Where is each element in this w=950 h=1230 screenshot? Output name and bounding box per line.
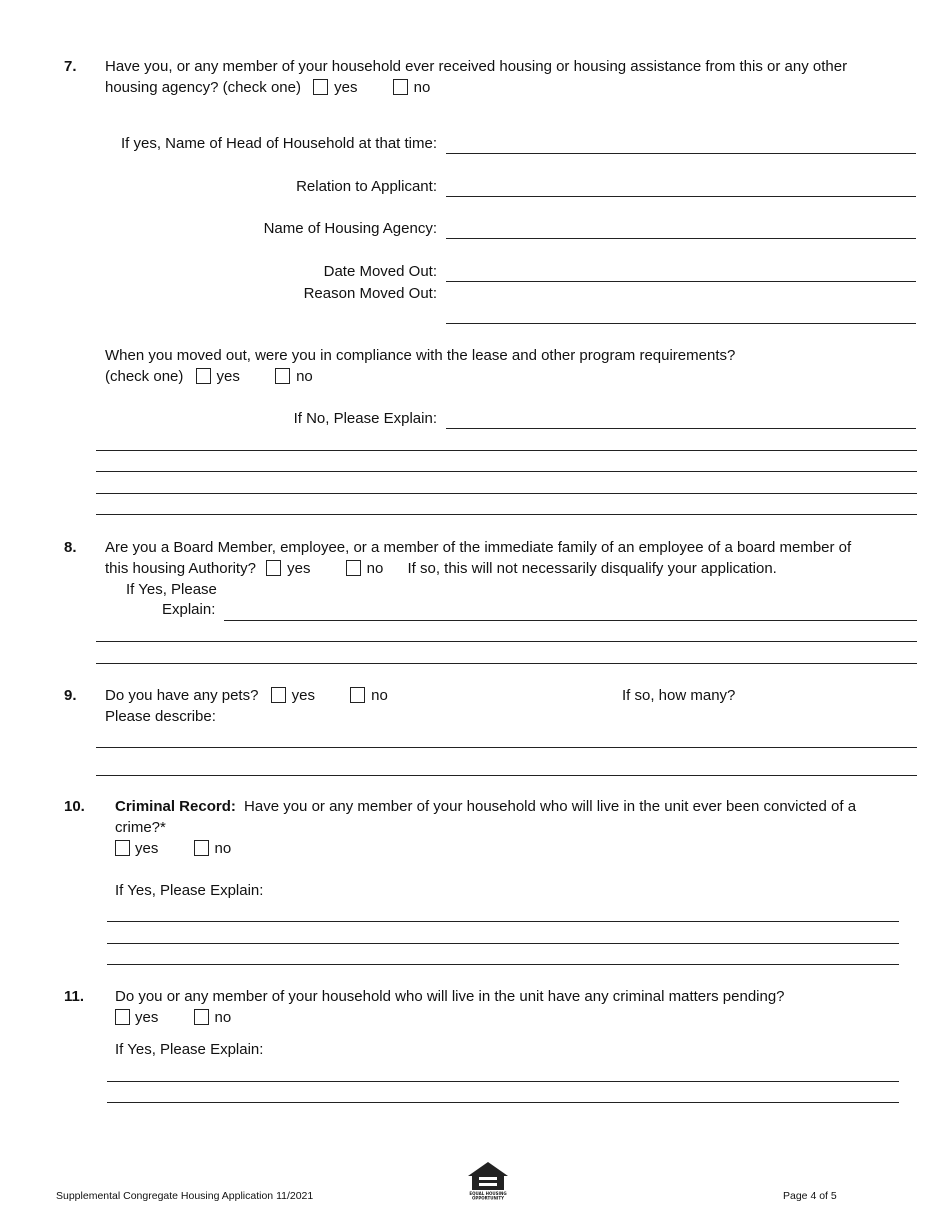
q10-explain-line[interactable] (107, 921, 899, 922)
q10-explain-line[interactable] (107, 943, 899, 944)
q10-explain-line[interactable] (107, 964, 899, 965)
equal-housing-icon (466, 1160, 510, 1200)
q9-number: 9. (64, 687, 77, 704)
q10-number: 10. (64, 798, 85, 815)
q10-title: Criminal Record: (115, 798, 236, 815)
q8-explain-line[interactable] (96, 663, 917, 664)
q7-explain-line[interactable] (96, 450, 917, 451)
q7-compliance-yes-checkbox[interactable] (196, 368, 211, 384)
q9-describe-label: Please describe: (105, 708, 216, 725)
q7-no-checkbox[interactable] (393, 79, 408, 95)
q8-note: If so, this will not necessarily disqualify your application. (407, 560, 777, 577)
q11-options (115, 1009, 231, 1027)
q10-no-checkbox[interactable] (194, 840, 209, 856)
q10-question-line2: crime?* (115, 819, 166, 836)
q8-number: 8. (64, 539, 77, 556)
q7-number: 7. (64, 58, 77, 75)
q7-head-of-household-label: If yes, Name of Head of Household at that time: (121, 135, 437, 152)
q7-housing-agency-field[interactable] (446, 238, 916, 239)
q8-yes-checkbox[interactable] (266, 560, 281, 576)
q8-explain-field[interactable] (224, 620, 917, 621)
q7-yes-checkbox[interactable] (313, 79, 328, 95)
q7-compliance-no-checkbox[interactable] (275, 368, 290, 384)
q9-no-checkbox[interactable] (350, 687, 365, 703)
q10-question-text: Have you or any member of your household who will live in the unit ever been convicted of a (244, 798, 857, 815)
q7-reason-moved-out-field[interactable] (446, 323, 916, 324)
q7-date-moved-out-label: Date Moved Out: (323, 263, 437, 280)
q11-no-checkbox[interactable] (194, 1009, 209, 1025)
q9-question-label: Do you have any pets? (105, 687, 259, 704)
q7-compliance-no-label: no (296, 368, 313, 385)
q11-yes-checkbox[interactable] (115, 1009, 130, 1025)
q7-relation-field[interactable] (446, 196, 916, 197)
q8-explain-label-line2: Explain: (162, 601, 216, 618)
q11-explain-label: If Yes, Please Explain: (115, 1041, 264, 1058)
q7-housing-agency-label: Name of Housing Agency: (263, 220, 437, 237)
q8-question-line1: Are you a Board Member, employee, or a member of the immediate family of an employee of a board member of (105, 539, 852, 556)
q8-explain-line[interactable] (96, 641, 917, 642)
q7-head-of-household-field[interactable] (446, 153, 916, 154)
svg-text:EQUAL HOUSING: EQUAL HOUSING (469, 1191, 507, 1196)
footer-page-number: Page 4 of 5 (783, 1190, 837, 1202)
q11-yes-label: yes (135, 1009, 159, 1026)
q9-question (105, 687, 388, 705)
q10-options (115, 840, 231, 858)
q11-explain-line[interactable] (107, 1102, 899, 1103)
q7-compliance-options (105, 368, 313, 386)
q9-yes-label: yes (291, 687, 315, 704)
q7-question-line1: Have you, or any member of your household ever received housing or housing assistance from this or any other (105, 58, 848, 75)
q9-how-many-label: If so, how many? (622, 687, 736, 704)
q7-explain-field[interactable] (446, 428, 916, 429)
q8-yes-label: yes (287, 560, 311, 577)
equal-housing-logo (466, 1160, 510, 1200)
q7-explain-line[interactable] (96, 493, 917, 494)
q10-explain-label: If Yes, Please Explain: (115, 882, 264, 899)
q7-reason-moved-out-label: Reason Moved Out: (303, 285, 437, 302)
q10-question-line1 (115, 798, 856, 816)
q11-no-label: no (214, 1009, 232, 1026)
q7-compliance-question: When you moved out, were you in compliance with the lease and other program requirements? (105, 347, 736, 364)
q7-no-label: no (413, 79, 431, 96)
q8-explain-label-line1: If Yes, Please (126, 581, 217, 598)
q8-question-line2 (105, 560, 777, 578)
svg-text:OPPORTUNITY: OPPORTUNITY (471, 1195, 505, 1200)
q8-authority-label: this housing Authority? (105, 560, 256, 577)
q7-relation-label: Relation to Applicant: (296, 178, 437, 195)
q7-compliance-check-one: (check one) (105, 368, 184, 385)
q7-explain-line[interactable] (96, 471, 917, 472)
q9-describe-line[interactable] (96, 775, 917, 776)
q7-date-moved-out-field[interactable] (446, 281, 916, 282)
q11-number: 11. (64, 988, 85, 1005)
q10-yes-checkbox[interactable] (115, 840, 130, 856)
q8-no-checkbox[interactable] (346, 560, 361, 576)
q7-yes-label: yes (334, 79, 358, 96)
q7-question-line2 (105, 79, 430, 97)
q7-explain-line[interactable] (96, 514, 917, 515)
q7-compliance-yes-label: yes (216, 368, 240, 385)
q7-explain-label: If No, Please Explain: (293, 410, 437, 427)
q10-no-label: no (214, 840, 232, 857)
footer-form-title: Supplemental Congregate Housing Application 11/2021 (56, 1190, 314, 1202)
q7-check-one-label: housing agency? (check one) (105, 79, 301, 96)
q8-no-label: no (366, 560, 384, 577)
q9-no-label: no (371, 687, 388, 704)
q9-describe-line[interactable] (96, 747, 917, 748)
q11-question: Do you or any member of your household who will live in the unit have any criminal matters pending? (115, 988, 785, 1005)
q9-yes-checkbox[interactable] (271, 687, 286, 703)
q10-yes-label: yes (135, 840, 159, 857)
q11-explain-line[interactable] (107, 1081, 899, 1082)
